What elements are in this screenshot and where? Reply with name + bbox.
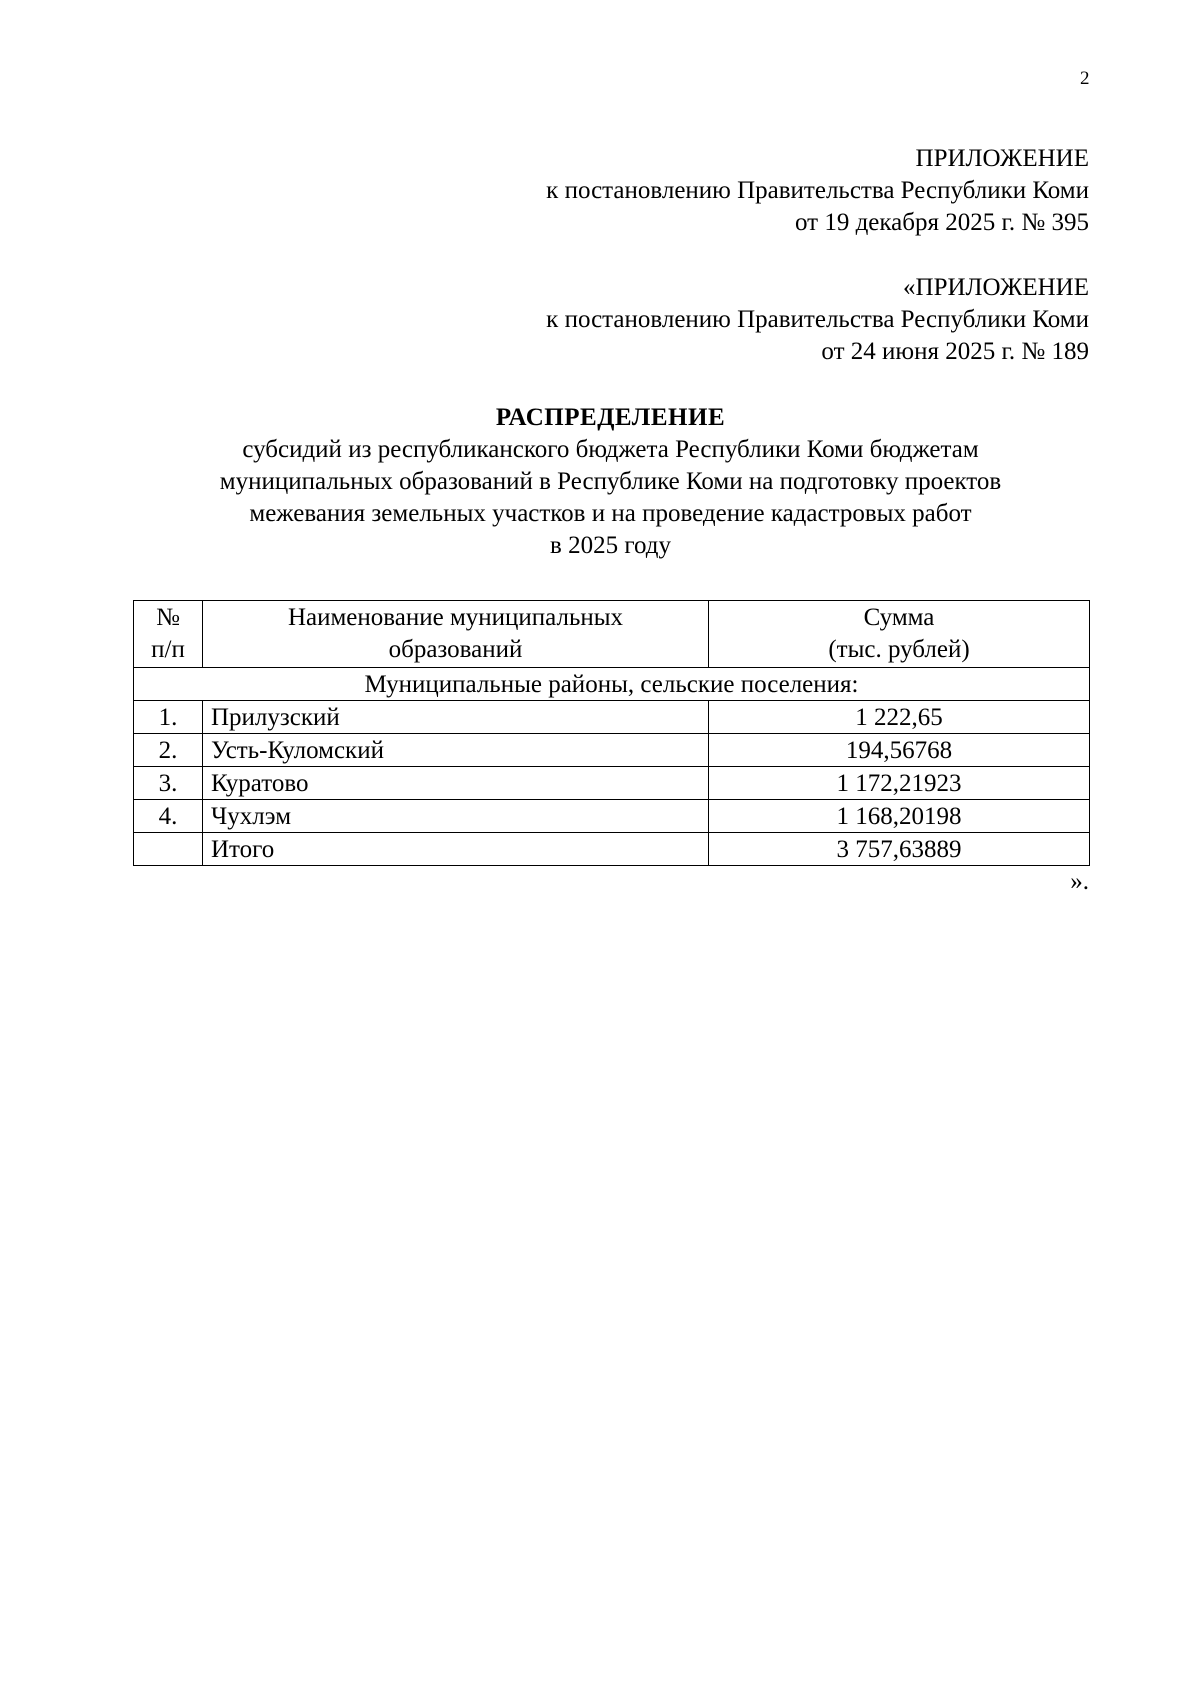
header-sum-line2: (тыс. рублей): [828, 636, 970, 663]
row-name: Куратово: [203, 767, 709, 800]
header-name-line1: Наименование муниципальных: [287, 604, 624, 631]
table-section-row: [134, 668, 1090, 701]
total-number: [134, 833, 203, 866]
annex-block-original: [546, 272, 1089, 368]
table-row: [134, 734, 1090, 767]
row-name: Прилузский: [203, 701, 709, 734]
section-label: Муниципальные районы, сельские поселения:: [134, 668, 1090, 701]
header-number: [134, 601, 203, 668]
subtitle-line: межевания земельных участков и на проведение кадастровых работ: [249, 500, 972, 527]
row-number: 4.: [134, 800, 203, 833]
row-number: 3.: [134, 767, 203, 800]
row-sum: 194,56768: [709, 734, 1090, 767]
table-row: [134, 701, 1090, 734]
header-sum: [709, 601, 1090, 668]
header-name: [203, 601, 709, 668]
subtitle-line: муниципальных образований в Республике Коми на подготовку проектов: [219, 468, 1002, 495]
annex-reference: к постановлению Правительства Республики Коми: [546, 177, 1089, 204]
total-label: Итого: [203, 833, 709, 866]
header-number-line1: №: [156, 604, 180, 631]
table-total-row: [134, 833, 1090, 866]
row-name: Чухлэм: [203, 800, 709, 833]
row-number: 2.: [134, 734, 203, 767]
header-number-line2: п/п: [151, 636, 185, 663]
allocation-table: [133, 600, 1090, 866]
header-sum-line1: Сумма: [863, 604, 935, 631]
row-sum: 1 168,20198: [709, 800, 1090, 833]
total-sum: 3 757,63889: [709, 833, 1090, 866]
annex-block-current: [546, 143, 1089, 239]
subtitle-line: субсидий из республиканского бюджета Республики Коми бюджетам: [242, 436, 979, 463]
document-title: РАСПРЕДЕЛЕНИЕ: [495, 404, 726, 431]
table-header-row: [134, 601, 1090, 668]
table-row: [134, 800, 1090, 833]
row-number: 1.: [134, 701, 203, 734]
subtitle-line: в 2025 году: [550, 532, 671, 559]
table-row: [134, 767, 1090, 800]
closing-quote: ».: [1070, 868, 1089, 895]
row-name: Усть-Куломский: [203, 734, 709, 767]
annex-date: от 19 декабря 2025 г. № 395: [794, 209, 1089, 236]
annex-title: «ПРИЛОЖЕНИЕ: [903, 274, 1089, 301]
annex-date: от 24 июня 2025 г. № 189: [821, 338, 1089, 365]
document-heading: [133, 402, 1088, 562]
row-sum: 1 172,21923: [709, 767, 1090, 800]
annex-title: ПРИЛОЖЕНИЕ: [915, 145, 1089, 172]
annex-reference: к постановлению Правительства Республики Коми: [546, 306, 1089, 333]
row-sum: 1 222,65: [709, 701, 1090, 734]
header-name-line2: образований: [388, 636, 523, 663]
page-number: 2: [1080, 68, 1090, 89]
